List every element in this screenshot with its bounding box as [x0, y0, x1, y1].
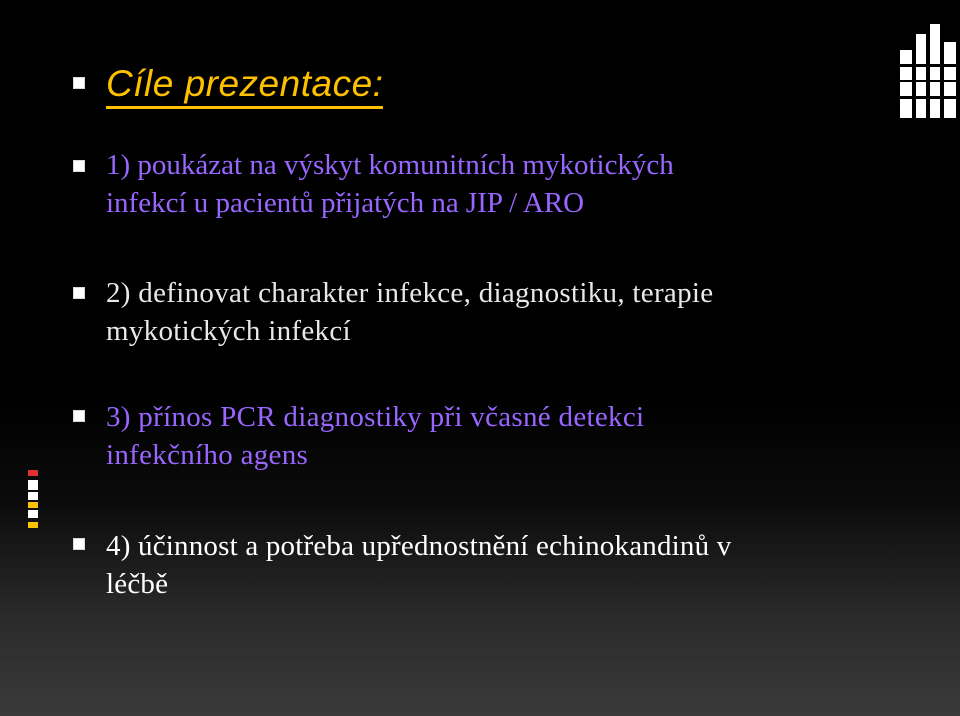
- bullet-icon: [73, 160, 85, 172]
- list-item-2: [106, 274, 713, 350]
- list-item-4-line-1: 4) účinnost a potřeba upřednostnění echinokandinů v: [106, 530, 732, 562]
- bullet-icon: [73, 287, 85, 299]
- decorative-blocks-left: [28, 470, 40, 620]
- list-item-3: [106, 398, 644, 474]
- decorative-stripes-top-right: [900, 24, 960, 120]
- list-item-2-line-1: 2) definovat charakter infekce, diagnostiku, terapie: [106, 277, 714, 309]
- list-item-4: [106, 527, 732, 603]
- list-item-3-line-2: infekčního agens: [106, 439, 309, 471]
- bullet-icon: [73, 538, 85, 550]
- slide-title: Cíle prezentace:: [106, 63, 383, 109]
- list-item-4-line-2: léčbě: [106, 568, 169, 600]
- list-item-1-line-1: 1) poukázat na výskyt komunitních mykotických: [106, 149, 674, 181]
- list-item-1: [106, 146, 674, 222]
- bullet-icon: [73, 77, 85, 89]
- list-item-1-line-2: infekcí u pacientů přijatých na JIP / ARO: [106, 187, 585, 219]
- list-item-2-line-2: mykotických infekcí: [106, 315, 351, 347]
- list-item-3-line-1: 3) přínos PCR diagnostiky při včasné detekci: [106, 401, 645, 433]
- bullet-icon: [73, 410, 85, 422]
